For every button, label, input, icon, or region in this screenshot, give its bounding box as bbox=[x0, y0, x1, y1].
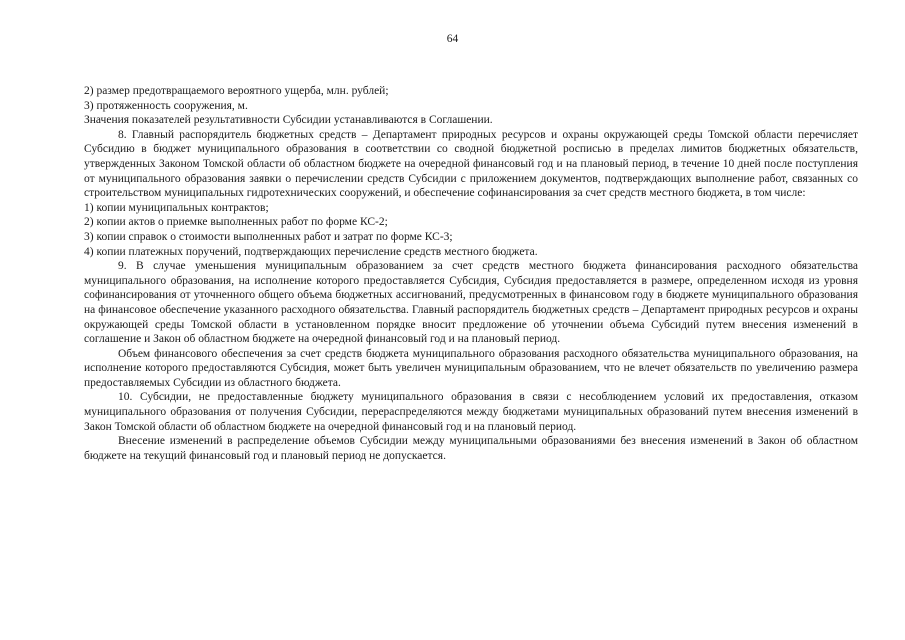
list-item-payments: 4) копии платежных поручений, подтверждающих перечисление средств местного бюджета. bbox=[84, 245, 538, 258]
list-item-length: 3) протяженность сооружения, м. bbox=[84, 99, 248, 112]
page-number: 64 bbox=[446, 33, 459, 45]
paragraph-9: 9. В случае уменьшения муниципальным образованием за счет средств местного бюджета финансирования расходного обязательства муниципального образования, на исполнение которого предоставляется Субсидия, Субсидия предоставляется в размере, определенном исходя из уровня софинансирования от уточненного общего объема бюджетных ассигнований, предусмотренных в финансовом году в бюджете муниципального образования на финансовое обеспечение указанного расходного обязательства. Главный распорядитель бюджетных средств – Департамент природных ресурсов и охраны окружающей среды Томской области в установленном порядке вносит предложение об уточнении объема Субсидий путем внесения изменений в соглашение и Закон об областном бюджете на очередной финансовый год и на плановый период. bbox=[84, 260, 858, 346]
list-item-contracts: 1) копии муниципальных контрактов; bbox=[84, 201, 269, 214]
list-item-ks3: 3) копии справок о стоимости выполненных работ и затрат по форме КС-3; bbox=[84, 230, 453, 243]
paragraph-8: 8. Главный распорядитель бюджетных средств – Департамент природных ресурсов и охраны окружающей среды Томской области перечисляет Субсидию в бюджет муниципального образования в соответствии со сводной бюджетной росписью в пределах лимитов бюджетных обязательств, утвержденных Законом Томской области об областном бюджете на очередной финансовый год и на плановый период, в течение 10 дней после поступления от муниципального образования заявки о перечислении средств Субсидии с приложением документов, подтверждающих выполнение работ, связанных со строительством муниципальных гидротехнических сооружений, и обеспечение софинансирования за счет средств местного бюджета, в том числе: bbox=[84, 128, 858, 200]
paragraph-financing-volume: Объем финансового обеспечения за счет средств бюджета муниципального образования расходного обязательства муниципального образования, на исполнение которого предоставляются Субсидия, может быть увеличен муниципальным образованием, что не влечет обязательств по увеличению размера предоставляемых Субсидии из областного бюджета. bbox=[84, 347, 858, 389]
list-item-damage: 2) размер предотвращаемого вероятного ущерба, млн. рублей; bbox=[84, 85, 389, 97]
document-body bbox=[84, 84, 858, 463]
paragraph-10: 10. Субсидии, не предоставленные бюджету муниципального образования в связи с несоблюдением условий их предоставления, отказом муниципального образования от получения Субсидии, перераспределяются между бюджетами муниципальных образований путем внесения изменений в Закон Томской области об областном бюджете на очередной финансовый год и на плановый период. bbox=[84, 391, 858, 433]
list-item-ks2: 2) копии актов о приемке выполненных работ по форме КС-2; bbox=[84, 216, 388, 229]
paragraph-indicators: Значения показателей результативности Субсидии устанавливаются в Соглашении. bbox=[84, 114, 493, 127]
paragraph-redistribution: Внесение изменений в распределение объемов Субсидии между муниципальными образованиями без внесения изменений в Закон об областном бюджете на текущий финансовый год и плановый период не допускается. bbox=[84, 435, 858, 462]
